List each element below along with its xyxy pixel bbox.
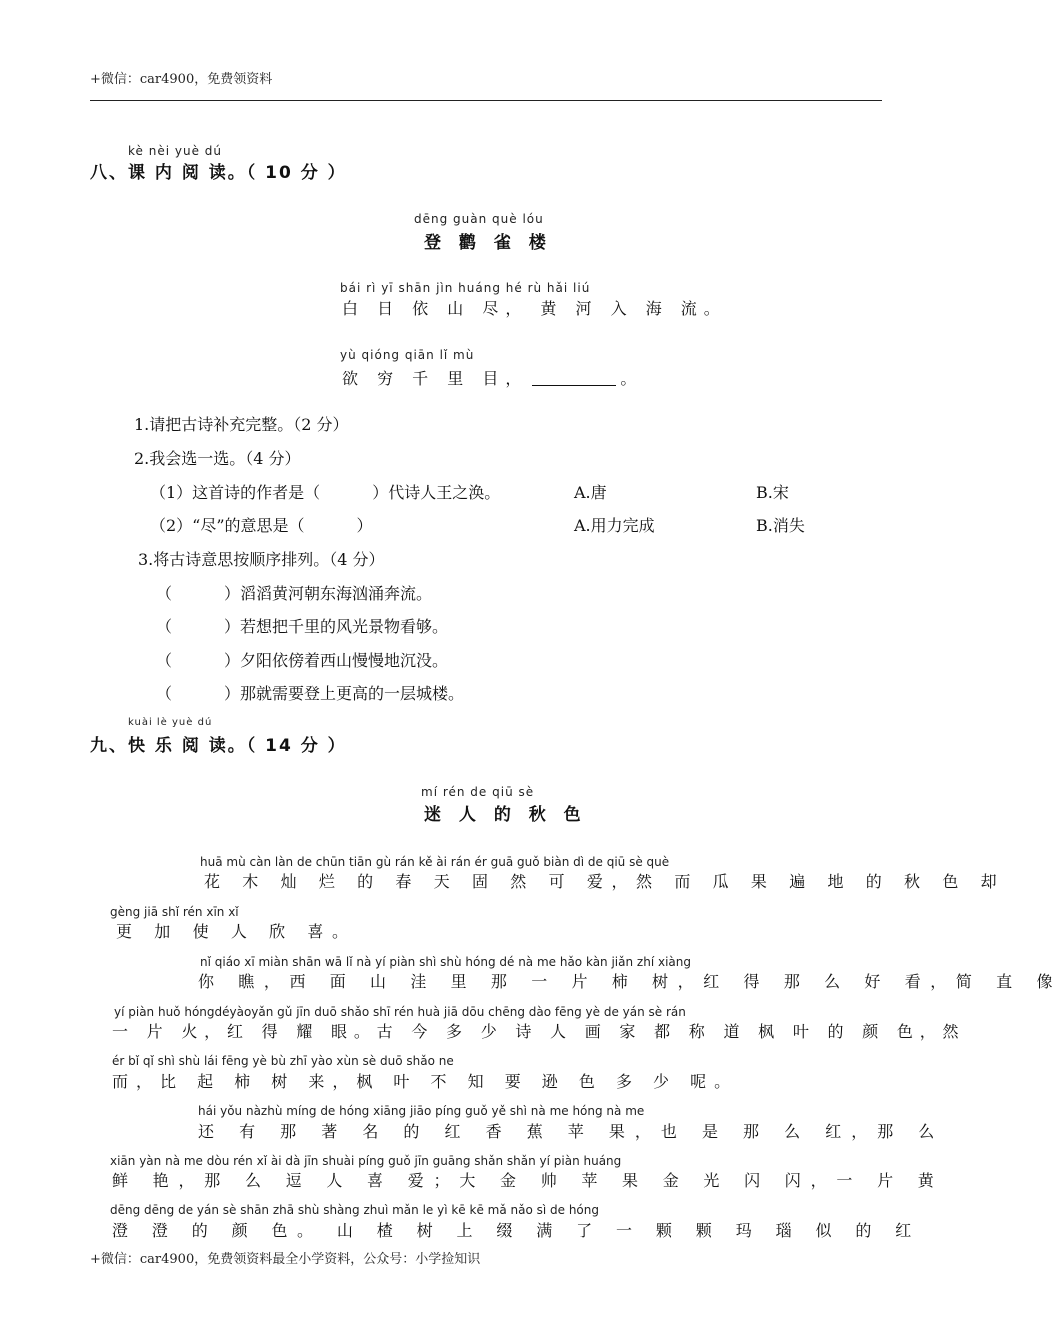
question-3: 3.将古诗意思按顺序排列。（4 分） — [138, 550, 385, 569]
article-line: 还 有 那 著 名 的 红 香 蕉 苹 果，也 是 那 么 红，那 么 — [198, 1122, 945, 1141]
order-paren-close: ） — [224, 651, 241, 670]
order-paren-open: （ — [156, 684, 173, 703]
question-2: 2.我会选一选。（4 分） — [134, 449, 301, 468]
footer-note: +微信：car4900，免费领资料最全小学资料，公众号：小学捡知识 — [90, 1252, 481, 1267]
section9-pinyin: kuài lè yuè dú — [128, 717, 213, 728]
order-text-4: 那就需要登上更高的一层城楼。 — [240, 684, 465, 703]
order-paren-open: （ — [156, 651, 173, 670]
order-item — [156, 581, 432, 604]
poem-line2 — [342, 366, 643, 389]
article-pinyin-line: dēng dēng de yán sè shān zhā shù shàng zhuì mǎn le yì kē kē mǎ nǎo sì de hóng — [110, 1203, 599, 1217]
header-divider — [90, 100, 882, 101]
q2-2-suffix: ） — [356, 516, 373, 535]
question-2-2 — [150, 513, 373, 536]
order-text-3: 夕阳依傍着西山慢慢地沉没。 — [240, 651, 449, 670]
poem-answer-blank[interactable] — [532, 369, 616, 386]
order-text-2: 若想把千里的风光景物看够。 — [240, 617, 449, 636]
order-item — [156, 681, 464, 704]
article-title: 迷 人 的 秋 色 — [424, 805, 587, 825]
order-paren-close: ） — [224, 584, 241, 603]
q2-1-option-b[interactable]: B.宋 — [756, 483, 789, 502]
article-pinyin-line: nǐ qiáo xī miàn shān wā lǐ nà yí piàn shì shù hóng dé nà me hǎo kàn jiǎn zhí xiàng — [200, 955, 691, 969]
header-note: +微信：car4900，免费领资料 — [90, 72, 273, 87]
poem-title-pinyin: dēng guàn què lóu — [414, 212, 544, 226]
q2-1-suffix: ）代诗人王之涣。 — [372, 483, 501, 502]
order-paren-close: ） — [224, 684, 241, 703]
section9-title: 九、快 乐 阅 读。（ 14 分 ） — [90, 736, 347, 756]
order-paren-open: （ — [156, 584, 173, 603]
article-pinyin-line: gèng jiā shǐ rén xīn xǐ — [110, 905, 239, 919]
q2-1-prefix: （1）这首诗的作者是（ — [150, 483, 321, 502]
order-item — [156, 648, 448, 671]
article-pinyin-line: hái yǒu nàzhù míng de hóng xiāng jiāo píng guǒ yě shì nà me hóng nà me — [198, 1104, 645, 1118]
article-title-pinyin: mí rén de qiū sè — [421, 785, 535, 799]
q2-1-option-a[interactable]: A.唐 — [574, 483, 607, 502]
poem-title: 登 鹳 雀 楼 — [424, 233, 552, 253]
article-pinyin-line: ér bǐ qǐ shì shù lái fēng yè bù zhī yào xùn sè duō shǎo ne — [112, 1054, 454, 1068]
q2-2-prefix: （2）“尽”的意思是（ — [150, 516, 305, 535]
order-paren-close: ） — [224, 617, 241, 636]
article-pinyin-line: yí piàn huǒ hóngdéyàoyǎn gǔ jīn duō shǎo shī rén huà jiā dōu chēng dào fēng yè de yán sè rán — [114, 1005, 686, 1019]
q2-2-option-b[interactable]: B.消失 — [756, 516, 805, 535]
article-line: 鲜 艳，那 么 逗 人 喜 爱；大 金 帅 苹 果 金 光 闪 闪，一 片 黄 — [112, 1171, 944, 1190]
poem-line1-pinyin: bái rì yī shān jìn huáng hé rù hǎi liú — [340, 281, 591, 295]
poem-line2-text: 欲 穷 千 里 目， — [342, 369, 529, 388]
q2-2-option-a[interactable]: A.用力完成 — [574, 516, 655, 535]
poem-line2-pinyin: yù qióng qiān lǐ mù — [340, 348, 475, 362]
question-2-1 — [150, 480, 500, 503]
article-line: 你 瞧，西 面 山 洼 里 那 一 片 柿 树，红 得 那 么 好 看，简 直 像 — [198, 972, 1062, 991]
order-text-1: 滔滔黄河朝东海汹涌奔流。 — [240, 584, 433, 603]
section8-title: 八、课 内 阅 读。（ 10 分 ） — [90, 163, 347, 183]
poem-line1: 白 日 依 山 尽， 黄 河 入 海 流。 — [342, 299, 727, 318]
poem-line2-end: 。 — [620, 369, 644, 388]
order-item — [156, 614, 448, 637]
question-1: 1.请把古诗补充完整。（2 分） — [134, 415, 349, 434]
section8-pinyin: kè nèi yuè dú — [128, 144, 222, 158]
article-line: 一 片 火，红 得 耀 眼。古 今 多 少 诗 人 画 家 都 称 道 枫 叶 的 颜 色，然 — [112, 1022, 966, 1041]
article-line: 花 木 灿 烂 的 春 天 固 然 可 爱，然 而 瓜 果 遍 地 的 秋 色 却 — [204, 872, 1006, 891]
article-pinyin-line: huā mù càn làn de chūn tiān gù rán kě ài rán ér guā guǒ biàn dì de qiū sè què — [200, 855, 670, 869]
article-line: 更 加 使 人 欣 喜。 — [116, 922, 357, 941]
article-pinyin-line: xiān yàn nà me dòu rén xǐ ài dà jīn shuài píng guǒ jīn guāng shǎn shǎn yí piàn huáng — [110, 1154, 622, 1168]
article-line: 澄 澄 的 颜 色。 山 楂 树 上 缀 满 了 一 颗 颗 玛 瑙 似 的 红 — [112, 1221, 921, 1240]
article-line: 而，比 起 柿 树 来，枫 叶 不 知 要 逊 色 多 少 呢。 — [112, 1072, 739, 1091]
order-paren-open: （ — [156, 617, 173, 636]
